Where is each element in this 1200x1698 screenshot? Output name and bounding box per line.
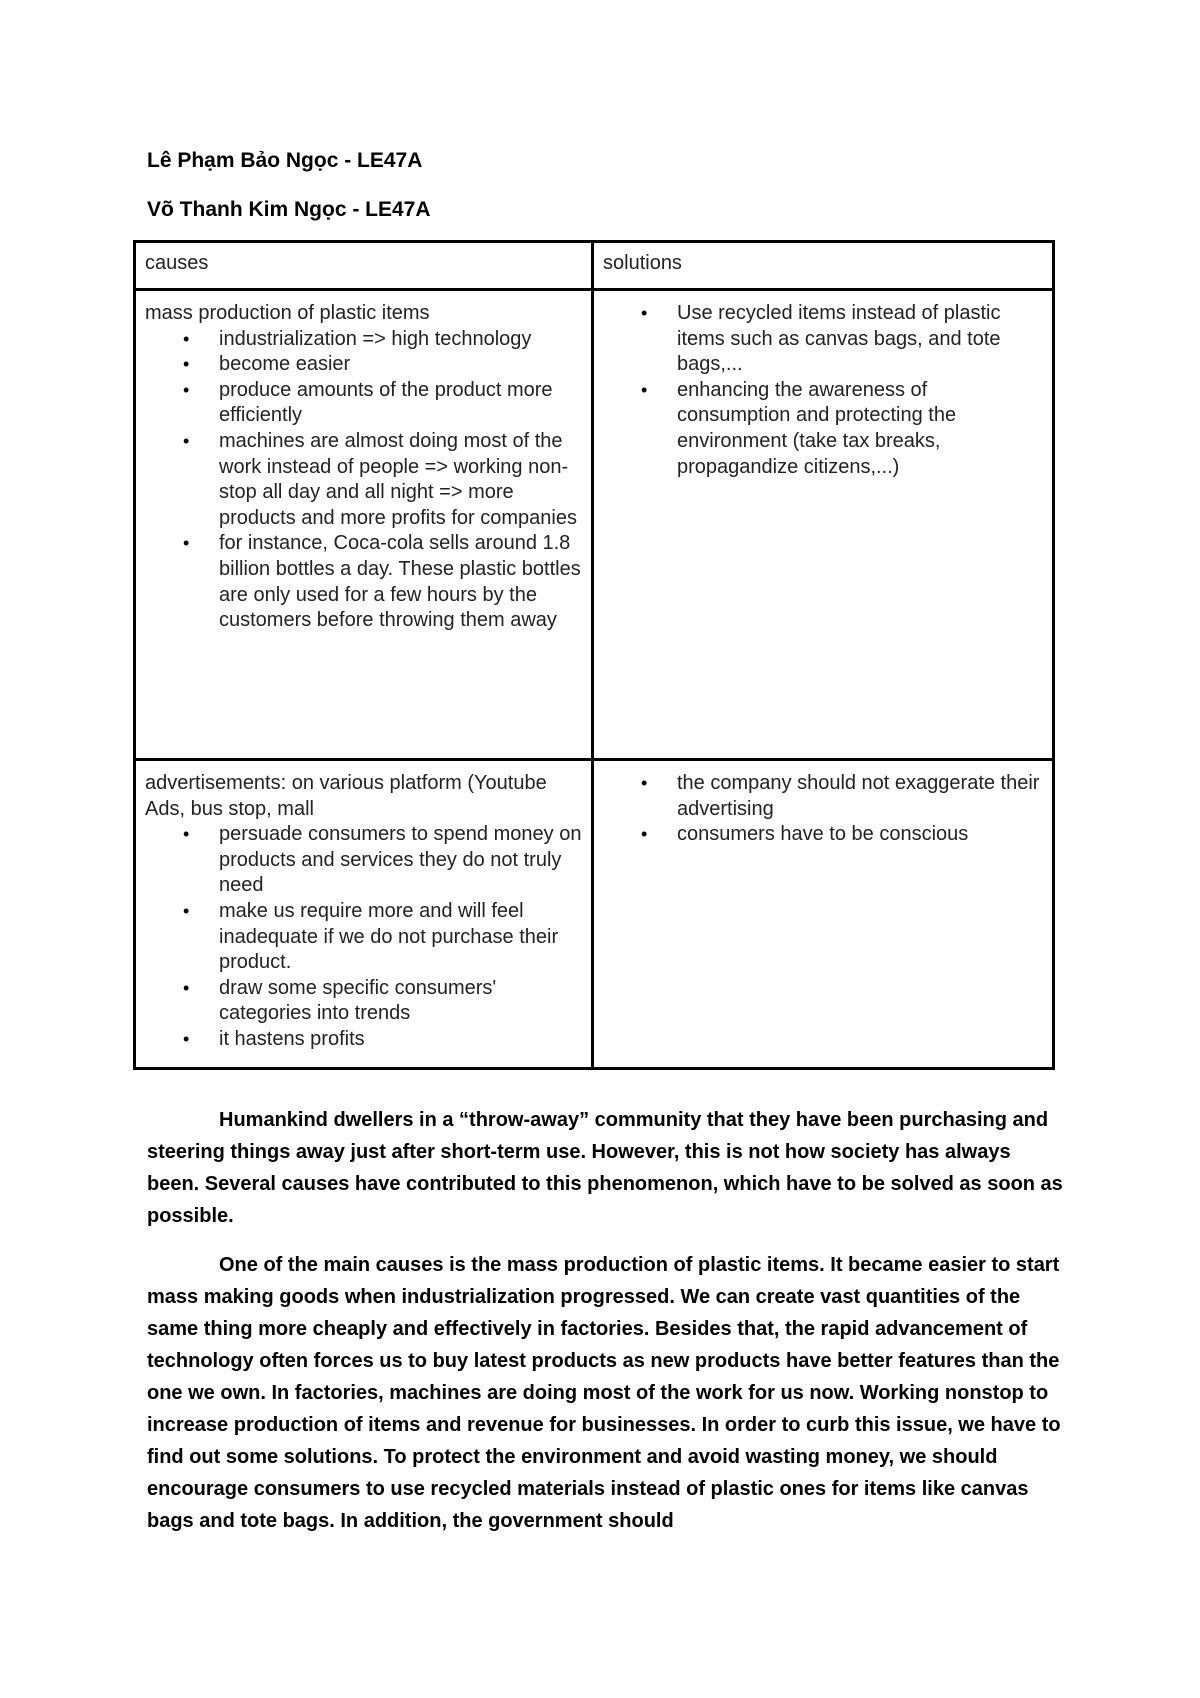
causes-solutions-table — [133, 240, 1055, 1070]
list-item: • draw some specific consumers' categories into trends — [145, 976, 583, 1027]
header-solutions: solutions — [593, 242, 1054, 290]
solutions-cell — [593, 760, 1054, 1069]
cause-list — [145, 822, 583, 1052]
cause-list — [145, 327, 583, 634]
solution-list — [603, 301, 1044, 480]
cause-title: mass production of plastic items — [145, 302, 430, 324]
essay-paragraph: One of the main causes is the mass production of plastic items. It became easier to start mass making goods when industrialization progressed. We can create vast quantities of the same thing more cheaply and effectively in factories. Besides that, the rapid advancement of technology often forces us to buy latest products as new products have better features than the one we own. In factories, machines are doing most of the work for us now. Working nonstop to increase production of items and revenue for businesses. In order to curb this issue, we have to find out some solutions. To protect the environment and avoid wasting money, we should encourage consumers to use recycled materials instead of plastic ones for items like canvas bags and tote bags. In addition, the government should — [147, 1254, 1061, 1532]
table-row — [135, 760, 1054, 1069]
list-item: • the company should not exaggerate their advertising — [603, 771, 1044, 822]
list-item: • industrialization => high technology — [145, 327, 583, 353]
table-row — [135, 290, 1054, 760]
list-item: • make us require more and will feel inadequate if we do not purchase their product. — [145, 899, 583, 976]
list-item: • enhancing the awareness of consumption and protecting the environment (take tax breaks, propagandize citizens,...) — [603, 378, 1044, 480]
solutions-cell — [593, 290, 1054, 760]
list-item: • machines are almost doing most of the work instead of people => working non-stop all day and all night => more products and more profits for companies — [145, 429, 583, 531]
list-item: • produce amounts of the product more efficiently — [145, 378, 583, 429]
list-item: • consumers have to be conscious — [603, 822, 1044, 848]
list-item: • for instance, Coca-cola sells around 1.8 billion bottles a day. These plastic bottles are only used for a few hours by the customers before throwing them away — [145, 531, 583, 633]
causes-cell — [135, 760, 593, 1069]
list-item: • persuade consumers to spend money on products and services they do not truly need — [145, 822, 583, 899]
list-item: • Use recycled items instead of plastic items such as canvas bags, and tote bags,... — [603, 301, 1044, 378]
author-line: Lê Phạm Bảo Ngọc - LE47A — [147, 149, 423, 172]
list-item: • it hastens profits — [145, 1027, 583, 1053]
table-header-row — [135, 242, 1054, 290]
causes-cell — [135, 290, 593, 760]
list-item: • become easier — [145, 352, 583, 378]
author-line: Võ Thanh Kim Ngọc - LE47A — [147, 198, 431, 221]
cause-title: advertisements: on various platform (Youtube Ads, bus stop, mall — [145, 772, 547, 820]
header-causes: causes — [135, 242, 593, 290]
essay-paragraph: Humankind dwellers in a “throw-away” community that they have been purchasing and steering things away just after short-term use. However, this is not how society has always been. Several causes have contributed to this phenomenon, which have to be solved as soon as possible. — [147, 1109, 1063, 1227]
solution-list — [603, 771, 1044, 848]
